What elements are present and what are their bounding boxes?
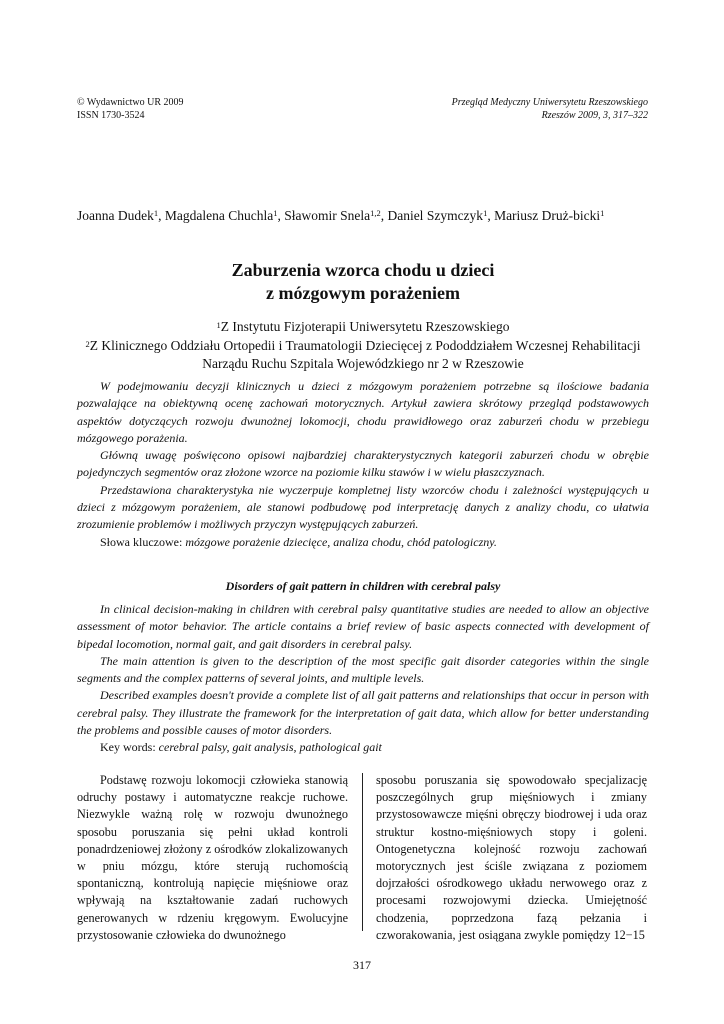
header-left xyxy=(77,96,184,122)
keywords-label: Key words: xyxy=(100,740,156,755)
abstract-paragraph: Przedstawiona charakterystyka nie wyczerpuje kompletnej listy wzorców chodu i zależności występujących u dzieci z mózgowym porażeniem, ale stanowi podbudowę pod interpretację danych z analizy chodu, co ułatwia zrozumienie problemów i możliwych przyczyn występujących zaburzeń. xyxy=(77,482,649,532)
keywords-text: cerebral palsy, gait analysis, pathological gait xyxy=(155,740,382,755)
abstract-paragraph: W podejmowaniu decyzji klinicznych u dzieci z mózgowym porażeniem potrzebne są ilościowe badania pozwalające na obiektywną ocenę zachowań motorycznych. Artykuł zawiera skrótowy przegląd podstawowych aspektów dotyczących rozwoju dwunożnej lokomocji, chodu prawidłowego oraz zaburzeń chodu w przebiegu mózgowego porażenia. xyxy=(77,379,649,445)
author-separator: , xyxy=(277,208,285,223)
body-column-left: Podstawę rozwoju lokomocji człowieka stanowią odruchy postawy i automatyczne reakcje ruchowe. Niezwykle ważną rolę w rozwoju dwunożnego sposobu poruszania się pełni układ kontroli ponadrdzeniowej złożony z ośrodków zlokalizowanych w pniu mózgu, które sterują ruchomością spontaniczną, kontrolują napięcie mięśniowe oraz wpływają na kształtowanie zadań ruchowych generowanych w rdzeniu kręgowym. Ewolucyjne przystosowanie człowieka do dwunożnego xyxy=(77,773,348,942)
author-affiliation-mark: 1 xyxy=(153,208,159,218)
english-title: Disorders of gait pattern in children with cerebral palsy xyxy=(225,579,501,593)
abstract-paragraph: The main attention is given to the description of the most specific gait disorder categories within the single segments and the complex patterns of several joints, and multiple levels. xyxy=(77,653,649,686)
author-name: Magdalena Chuchla xyxy=(164,208,274,223)
header-right xyxy=(452,96,648,122)
publisher-line: © Wydawnictwo UR 2009 xyxy=(77,97,184,108)
author-name: Sławomir Snela xyxy=(284,208,371,223)
author-name: Daniel Szymczyk xyxy=(387,208,484,223)
abstract-english xyxy=(77,601,649,757)
paper-title-line: Zaburzenia wzorca chodu u dzieci xyxy=(231,260,495,280)
paper-title xyxy=(77,259,649,305)
author-affiliation-mark: 1 xyxy=(483,208,488,218)
paper-title-line: z mózgowym porażeniem xyxy=(266,283,460,303)
affiliation-text: Z Klinicznego Oddziału Ortopedii i Traumatologii Dziecięcej z Pododdziałem Wczesnej Rehabilitacji Narządu Ruchu Szpitala Wojewódzkiego nr 2 w Rzeszowie xyxy=(89,337,641,371)
abstract-paragraph: In clinical decision-making in children with cerebral palsy quantitative studies are needed to allow an objective assessment of motor behavior. The article contains a brief review of basic aspects connected with development of bipedal locomotion, normal gait, and gait disorders in cerebral palsy. xyxy=(77,602,649,651)
author-separator: , xyxy=(158,208,165,223)
journal-name: Przegląd Medyczny Uniwersytetu Rzeszowskiego xyxy=(451,97,648,108)
keywords-text: mózgowe porażenie dziecięce, analiza chodu, chód patologiczny. xyxy=(182,534,497,549)
issn-line: ISSN 1730-3524 xyxy=(77,110,145,121)
affiliations xyxy=(77,318,649,374)
abstract-paragraph: Główną uwagę poświęcono opisowi najbardziej charakterystycznych kategorii zaburzeń chodu w obrębie pojedynczych segmentów oraz złożone wzorce na poziomie kilku stawów i w wielu płaszczyznach. xyxy=(77,448,649,480)
author-list xyxy=(77,206,649,225)
affiliation-mark: 2 xyxy=(85,338,90,349)
author-name: Joanna Dudek xyxy=(77,208,154,223)
affiliation-item xyxy=(77,318,649,337)
page-number: 317 xyxy=(353,958,371,972)
issue-info: Rzeszów 2009, 3, 317–322 xyxy=(541,110,648,121)
abstract-paragraph: Described examples doesn't provide a complete list of all gait patterns and relationships that occur in person with cerebral palsy. They illustrate the framework for the interpretation of gait data, which allow for better understanding the problems and possible causes of motor disorders. xyxy=(77,688,649,738)
author-separator: , xyxy=(487,208,495,223)
abstract-polish xyxy=(77,378,649,551)
author-affiliation-mark: 1 xyxy=(600,208,605,218)
author-affiliation-mark: 1,2 xyxy=(370,208,381,218)
author-separator: , xyxy=(380,208,388,223)
affiliation-text: Z Instytutu Fizjoterapii Uniwersytetu Rzeszowskiego xyxy=(220,319,510,334)
keywords-line xyxy=(77,739,649,756)
keywords-label: Słowa kluczowe: xyxy=(100,534,183,549)
body-column-right: sposobu poruszania się spowodowało specjalizację poszczególnych grup mięśniowych i zmiany przystosowawcze mięśni obręczy biodrowej i uda oraz struktur kostno-mięśniowych stopy i goleni. Ontogenetyczna kolejność rozwoju zachowań motorycznych jest ściśle związana z poziomem dojrzałości ośrodkowego układu nerwowego oraz z procesami rozwojowymi dziecka. Umiejętność chodzenia, poprzedzona fazą pełzania i czworakowania, jest osiągana zwykle pomiędzy 12−15 xyxy=(376,773,647,942)
affiliation-mark: 1 xyxy=(216,320,221,330)
keywords-line xyxy=(77,534,649,551)
column-divider xyxy=(362,773,363,931)
author-name: Mariusz Druż-bicki xyxy=(494,208,601,223)
author-affiliation-mark: 1 xyxy=(273,208,278,218)
affiliation-item xyxy=(77,337,649,374)
